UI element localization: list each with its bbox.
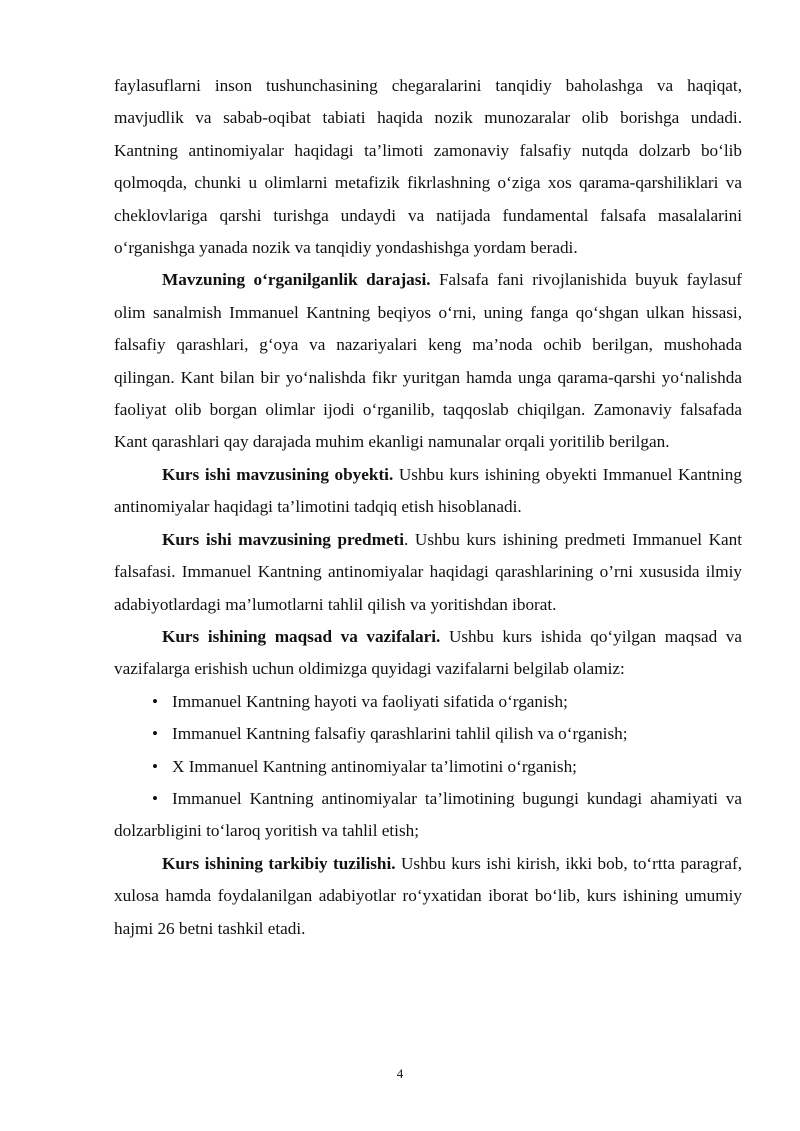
bullet-icon: • [152,788,159,808]
list-item [114,718,742,750]
paragraph-text: faylasuflarni inson tushunchasining chegaralarini tanqidiy baholashga va haqiqat, mavjudlik va sabab-oqibat tabiati haqida nozik munozaralar olib borishga undadi. Kantning antinomiyalar haqidagi ta’limoti zamonaviy falsafiy nutqda dolzarb bo‘lib qolmoqda, chunki u olimlarni metafizik fikrlashning o‘ziga xos qarama-qarshiliklari va cheklovlariga qarshi turishga undaydi va natijada fundamental falsafa masalalarini o‘rganishga yanada nozik va tanqidiy yondashishga yordam beradi. [114,76,742,258]
paragraph-text: . Ushbu kurs ishining predmeti Immanuel Kant falsafasi. Immanuel Kantning antinomiyalar haqidagi qarashlarining o’rni xususida ilmiy adabiyotlardagi ma’lumotlarni tahlil qilish va yoritishdan iborat. [114,529,742,614]
paragraph-study-level [114,264,742,458]
page-number: 4 [396,1066,404,1081]
list-item-text: Immanuel Kantning antinomiyalar ta’limotining bugungi kundagi ahamiyati va dolzarbligini to‘laroq yoritish va tahlil etish; [114,788,742,841]
paragraph-text: Ushbu kurs ishining obyekti Immanuel Kantning antinomiyalar haqidagi ta’limotini tadqiq etish hisoblanadi. [114,464,742,517]
section-heading: Kurs ishining maqsad va vazifalari. [162,626,441,646]
list-item-text: Immanuel Kantning falsafiy qarashlarini tahlil qilish va o‘rganish; [172,724,628,744]
paragraph-text: Ushbu kurs ishi kirish, ikki bob, to‘rtta paragraf, xulosa hamda foydalanilgan adabiyotlar ro‘yxatidan iborat bo‘lib, kurs ishining umumiy hajmi 26 betni tashkil etadi. [114,853,742,938]
paragraph-structure [114,848,742,945]
list-item [114,751,742,783]
body-text [114,70,742,945]
task-list [114,686,742,848]
paragraph-text: Ushbu kurs ishida qo‘yilgan maqsad va vazifalarga erishish uchun oldimizga quyidagi vazifalarni belgilab olamiz: [114,626,742,679]
paragraph-text: Falsafa fani rivojlanishida buyuk faylasuf olim sanalmish Immanuel Kantning beqiyos o‘rni, uning fanga qo‘shgan ulkan hissasi, falsafiy qarashlari, g‘oya va nazariyalari keng ma’noda ochib berilgan, mushohada qilingan. Kant bilan bir yo‘nalishda fikr yuritgan hamda unga qarama-qarshi yo‘nalishda faoliyat olib borgan olimlar ijodi o‘rganilib, taqqoslab chiqilgan. Zamonaviy falsafada Kant qarashlari qay darajada muhim ekanligi namunalar orqali yoritilib berilgan. [114,270,742,452]
paragraph-subject [114,524,742,621]
section-heading: Kurs ishi mavzusining predmeti [162,529,405,549]
bullet-icon: • [152,724,159,744]
bullet-icon: • [152,756,159,776]
paragraph-intro-continuation [114,70,742,264]
list-item [114,686,742,718]
section-heading: Mavzuning o‘rganilganlik darajasi. [162,270,431,290]
section-heading: Kurs ishi mavzusining obyekti. [162,464,394,484]
paragraph-goals [114,621,742,686]
list-item-text: Immanuel Kantning hayoti va faoliyati sifatida o‘rganish; [172,691,568,711]
bullet-icon: • [152,691,159,711]
list-item-text: X Immanuel Kantning antinomiyalar ta’limotini o‘rganish; [172,756,577,776]
paragraph-object [114,459,742,524]
list-item [114,783,742,848]
section-heading: Kurs ishining tarkibiy tuzilishi. [162,853,396,873]
